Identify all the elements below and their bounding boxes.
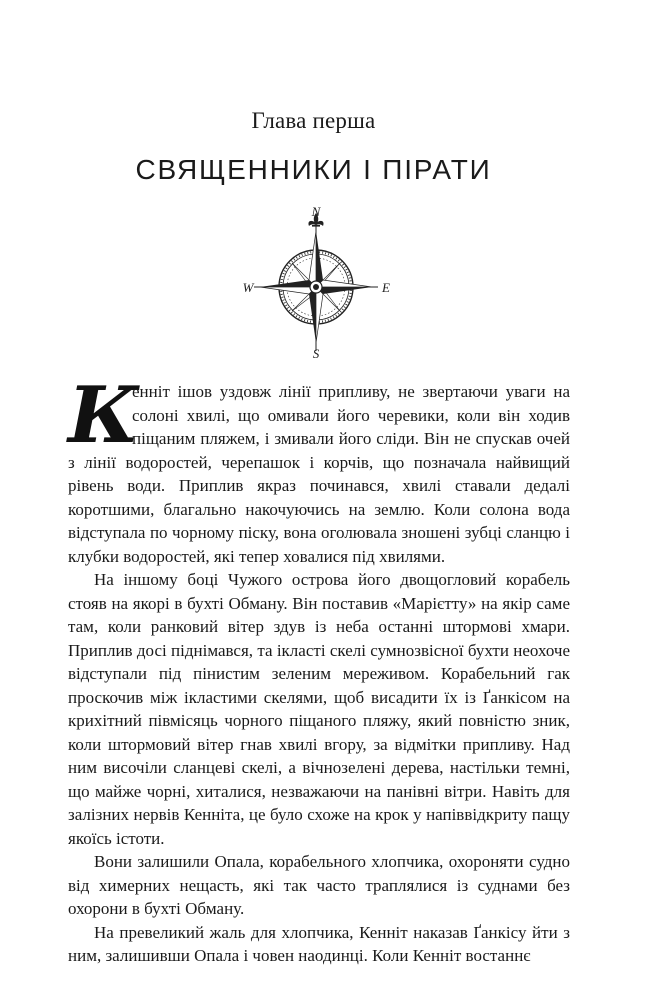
chapter-label: Глава перша [251,108,376,133]
compass-east-label: E [382,280,390,295]
compass-west-label: W [242,280,254,295]
compass-south-label: S [312,346,320,360]
chapter-title: СВЯЩЕННИКИ І ПІРАТИ [135,154,492,185]
chapter-body [68,370,570,968]
paragraph: На превеликий жаль для хлопчика, Кенніт наказав Ґанкісу йти з ним, залишивши Опала і човен наодинці. Коли Кенніт востаннє [68,922,570,965]
paragraph: Вони залишили Опала, корабельного хлопчика, охороняти судно від химерних нещасть, які так часто траплялися із суднами без охорони в бухті Обману. [68,852,570,918]
paragraph [68,370,570,568]
compass-north-label: N [311,204,321,219]
drop-cap: К [68,370,139,461]
paragraph-text: енніт ішов уздовж лінії припливу, не звертаючи уваги на солоні хвилі, що омивали його черевики, коли він ходив піщаним пляжем, і змивали його сліди. Він не спускав очей з лінії водоростей, черепашок і корчів, що позначала найвищий рівень води. Приплив якраз починався, хвилі ставали дедалі коротшими, благально накочуючись на землю. Коли солона вода відступала по чорному піску, вона оголювала зношені зубці сланцю і клубки водоростей, які тепер ховалися під хвилями. [68,382,570,566]
compass-rose-icon [238,202,394,360]
paragraph: На іншому боці Чужого острова його двощогловий корабель стояв на якорі в бухті Обману. Він поставив «Марієтту» на якір саме там, коли ранковий вітер здув із неба останні штормові хмари. Приплив досі піднімався, та ікласті скелі сумнозвісної бухти неохоче відступали під пінистим зеленим мереживом. Корабельний гак проскочив між ікластими скелями, щоб висадити їх із Ґанкісом на крихітний півмісяць чорного піщаного пляжу, який повністю зник, коли штормовий вітер гнав хвилі вгору, за відмітки припливу. Над ним височіли сланцеві скелі, а вічнозелені дерева, настільки темні, що майже чорні, хиталися, незважаючи на панівні вітри. Навіть для залізних нервів Кенніта, це було схоже на крок у напіввідкриту пащу якоїсь істоти. [68,570,570,848]
